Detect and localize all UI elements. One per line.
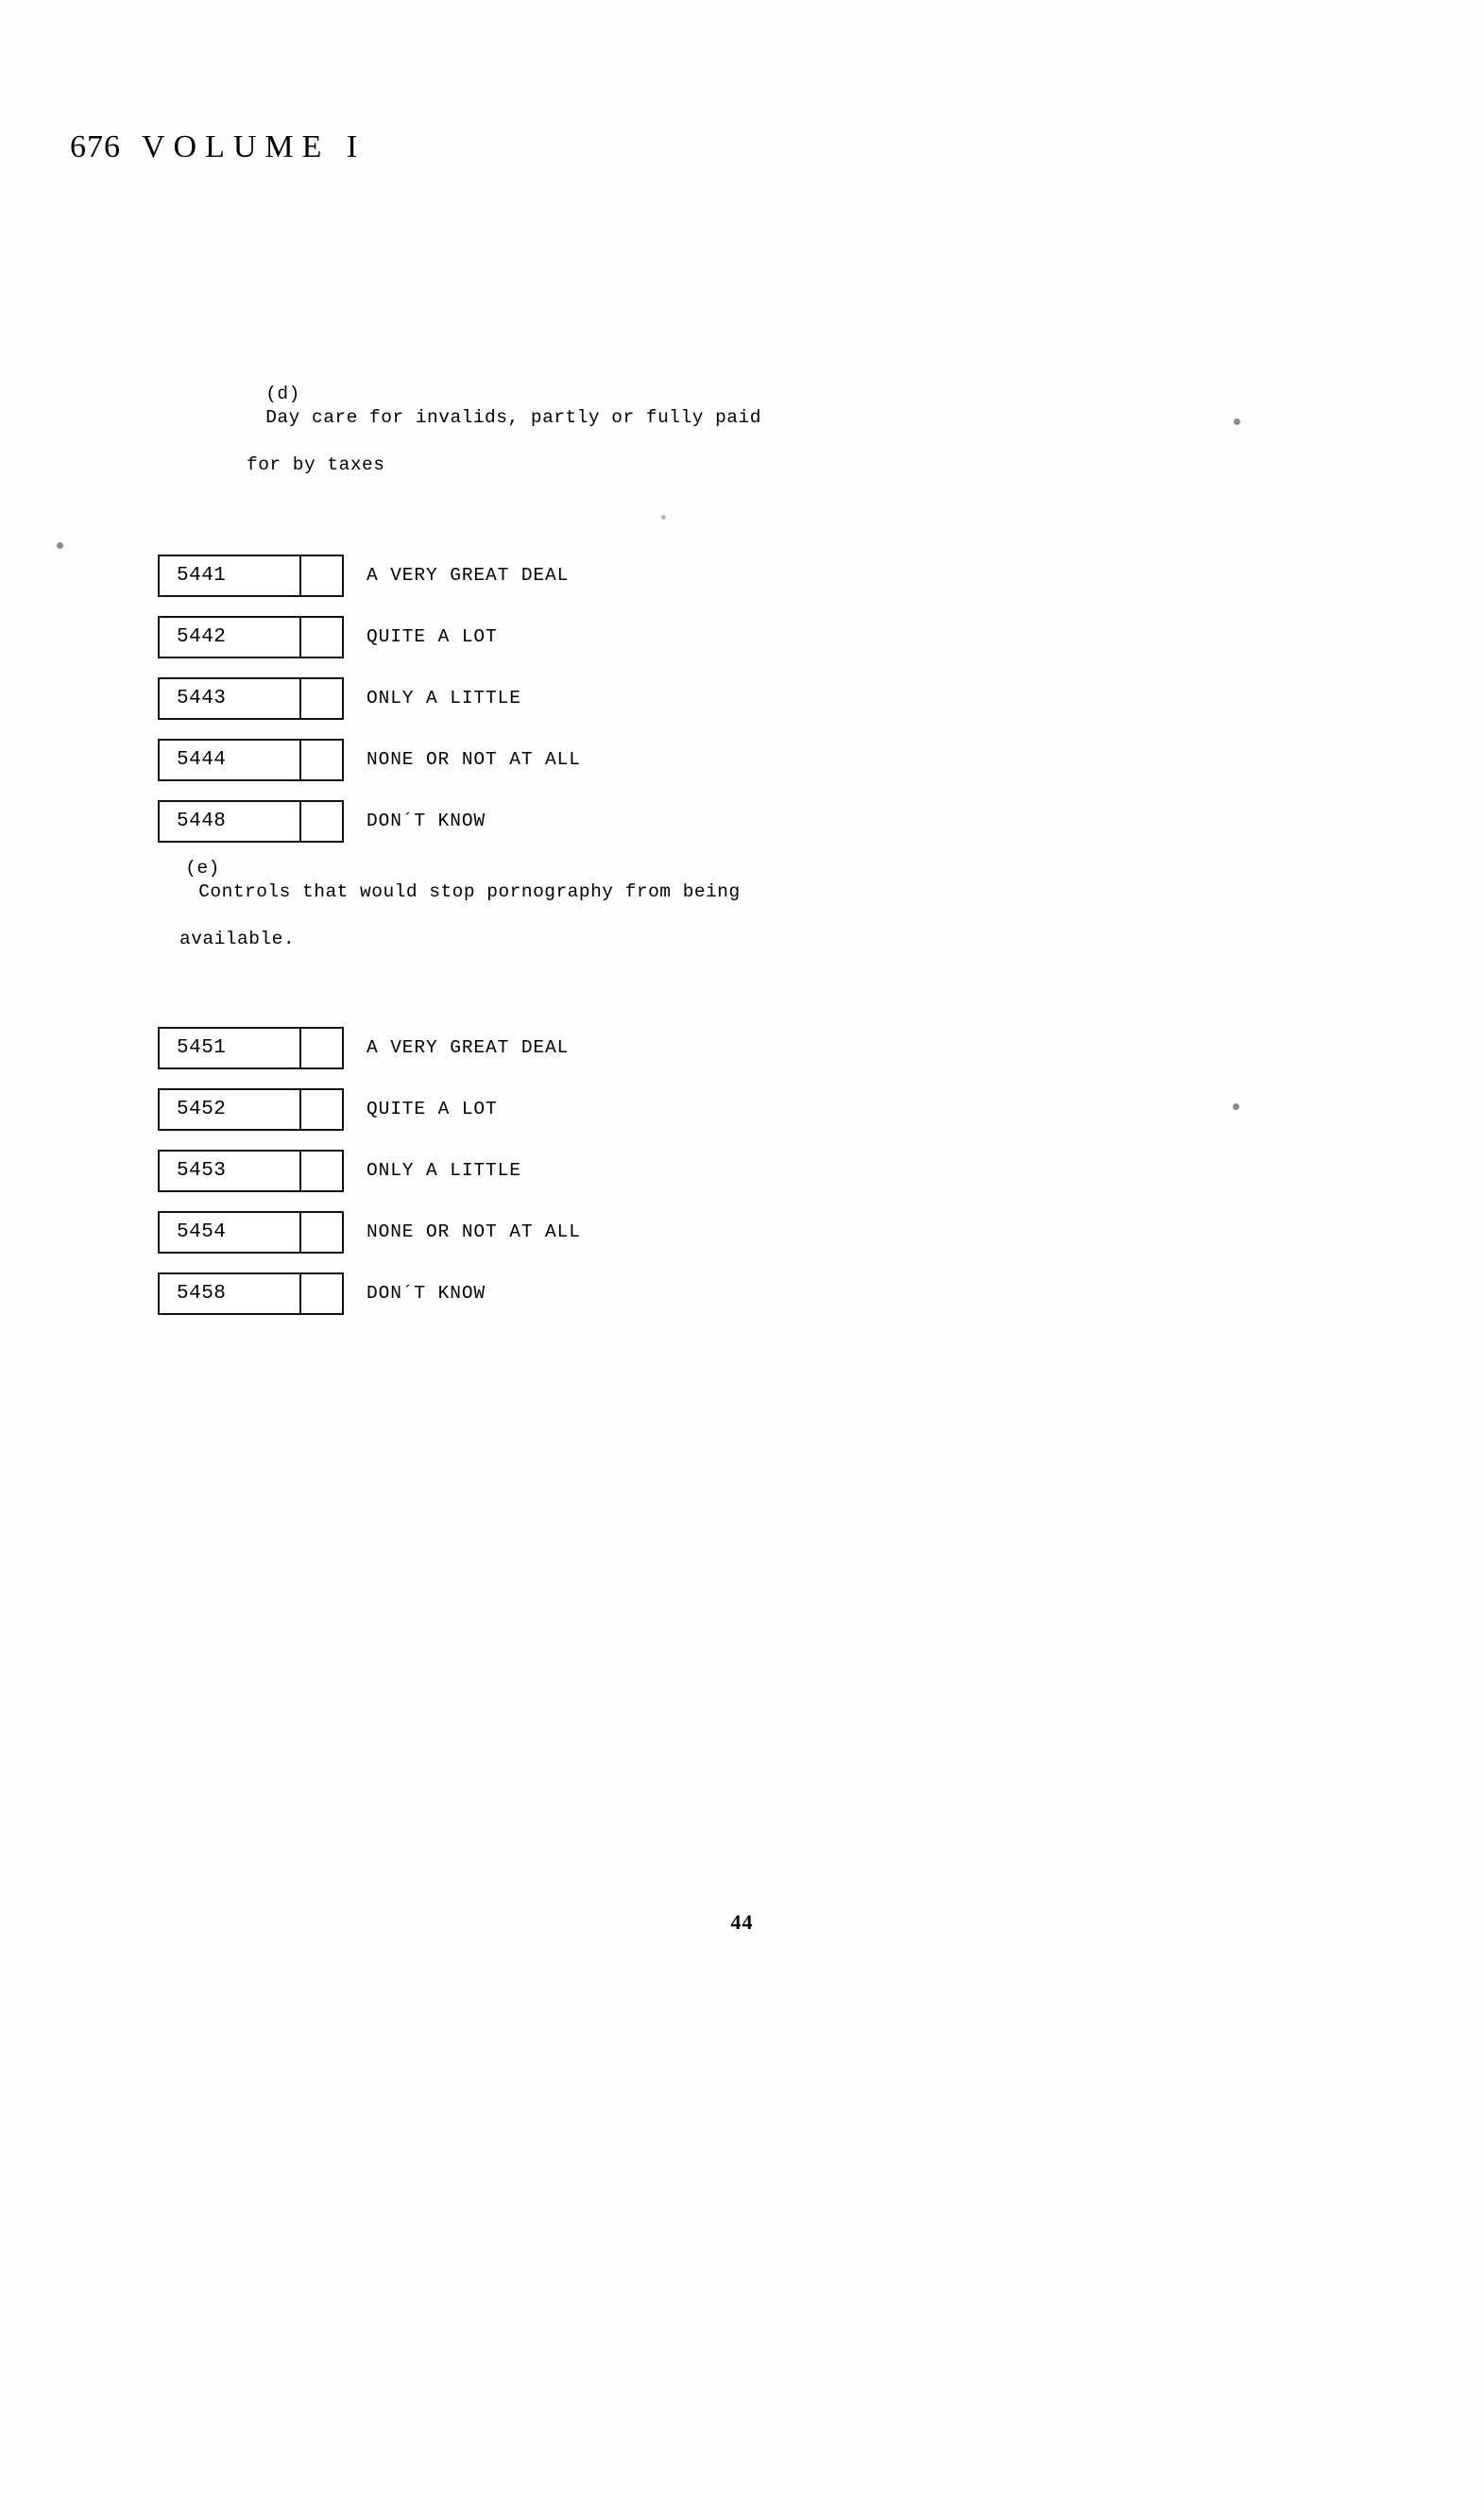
option-row[interactable] [158,677,761,722]
option-code: 5451 [177,1037,227,1059]
scan-speck [57,542,63,549]
question-e-heading [116,833,741,999]
question-block-d [0,359,761,862]
question-e-options [158,1027,741,1317]
page-number: 44 [730,1910,754,1934]
option-row[interactable] [158,1027,741,1071]
question-d-text-line1: Day care for invalids, partly or fully paid [265,407,761,428]
option-row[interactable] [158,616,761,660]
option-label: ONLY A LITTLE [367,1160,521,1181]
question-e-label: (e) [185,858,220,879]
option-checkbox[interactable] [301,616,344,658]
option-checkbox[interactable] [301,1088,344,1131]
running-head-folio: 676 [70,129,121,164]
option-checkbox[interactable] [301,1027,344,1069]
option-label: QUITE A LOT [367,1099,498,1119]
option-code-box [158,616,301,658]
option-code-box [158,1272,301,1315]
option-label: DON´T KNOW [367,811,486,831]
option-code: 5444 [177,749,227,771]
option-label: DON´T KNOW [367,1283,486,1304]
scan-speck [1234,418,1240,425]
option-row[interactable] [158,555,761,599]
question-e-text-line1: Controls that would stop pornography from being [198,881,741,902]
option-checkbox[interactable] [301,1211,344,1254]
option-checkbox[interactable] [301,1150,344,1192]
option-code-box [158,677,301,720]
option-code-box [158,1027,301,1069]
option-label: ONLY A LITTLE [367,688,521,709]
option-code: 5442 [177,626,227,648]
option-code: 5441 [177,565,227,587]
option-code: 5448 [177,811,227,832]
option-code: 5452 [177,1099,227,1120]
option-label: A VERY GREAT DEAL [367,565,570,586]
option-row[interactable] [158,1211,741,1255]
option-row[interactable] [158,1272,741,1317]
option-row[interactable] [158,739,761,783]
question-d-heading [196,359,761,524]
option-checkbox[interactable] [301,739,344,781]
option-checkbox[interactable] [301,677,344,720]
option-code-box [158,739,301,781]
question-d-label: (d) [265,384,300,404]
option-checkbox[interactable] [301,555,344,597]
scan-speck [1233,1103,1239,1110]
option-code: 5453 [177,1160,227,1182]
scan-speck [661,515,666,520]
option-code-box [158,1150,301,1192]
option-code: 5443 [177,688,227,709]
option-label: QUITE A LOT [367,626,498,647]
option-row[interactable] [158,1088,741,1133]
option-label: NONE OR NOT AT ALL [367,1221,581,1242]
question-e-text-line2: available. [179,929,296,949]
option-label: A VERY GREAT DEAL [367,1037,570,1058]
option-code-box [158,555,301,597]
question-d-options [158,555,761,845]
option-code: 5458 [177,1283,227,1305]
option-code: 5454 [177,1221,227,1243]
option-row[interactable] [158,1150,741,1194]
option-code-box [158,1088,301,1131]
option-label: NONE OR NOT AT ALL [367,749,581,770]
running-head [70,129,366,165]
question-d-text-line2: for by taxes [247,454,385,475]
option-checkbox[interactable] [301,1272,344,1315]
option-code-box [158,1211,301,1254]
question-block-e [0,833,741,1334]
running-head-volume: VOLUME I [142,129,367,164]
